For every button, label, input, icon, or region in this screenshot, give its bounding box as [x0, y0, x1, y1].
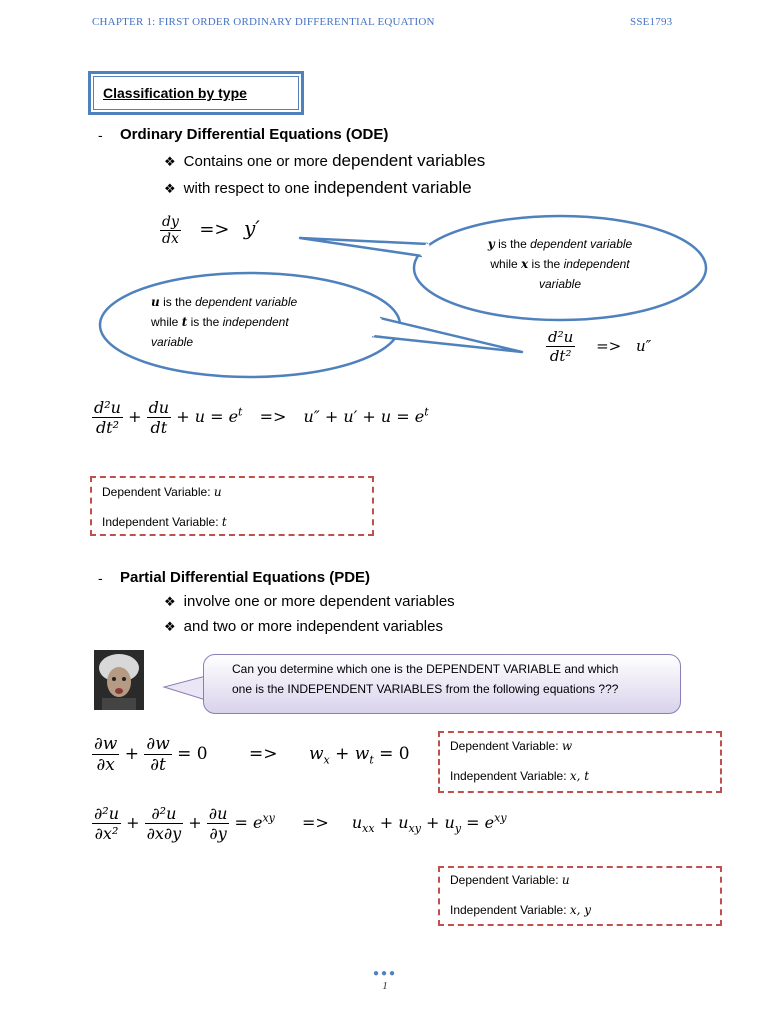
pde-dash: -	[98, 570, 103, 586]
bubble-left-text: u is the dependent variable while t is the independent variable	[151, 295, 298, 349]
pde-variables-box-2: Dependent Variable: u Independent Variable: x, y	[438, 866, 722, 926]
pde-equation-2: $\frac{\text{∂²u}}{\text{∂x²}}$ + $\frac{\text{∂²u}}{\partial x\partial y}$ + $\frac{\partial u}{\partial y}$ = $e^{xy} => u_{xx} + u_{xy} + u_y = e^{xy}$	[94, 804, 507, 843]
section-title: Classification by type	[103, 85, 247, 101]
pde-heading: Partial Differential Equations (PDE)	[120, 569, 371, 586]
footer-dots-icon: ●●●	[372, 968, 398, 979]
ode-bullet-1: ❖ Contains one or more dependent variables	[164, 151, 486, 170]
ode-bullet-2: ❖ with respect to one independent variable	[164, 178, 472, 197]
ode-variables-box: Dependent Variable: u Independent Variable: t	[90, 476, 374, 536]
portrait-icon	[94, 650, 144, 710]
page-number: 1	[382, 980, 388, 992]
pde-bullet-2: ❖ and two or more independent variables	[164, 618, 443, 635]
ode-example-2: $\frac{\text{d²u}}{\text{dt²}}$ => u″	[548, 328, 652, 365]
ode-example-1: $\frac{dy}{dx}$ => y′	[162, 214, 260, 247]
diamond-bullet-icon: ❖	[164, 154, 176, 169]
diamond-bullet-icon: ❖	[164, 594, 176, 609]
diamond-bullet-icon: ❖	[164, 181, 176, 196]
question-callout: Can you determine which one is the DEPENDENT VARIABLE and which one is the INDEPENDENT VARIABLES from the following equations ???	[203, 654, 681, 714]
chapter-header: CHAPTER 1: FIRST ORDER ORDINARY DIFFERENTIAL EQUATION	[92, 16, 435, 28]
bubble-right-text: y is the dependent variable while x is the independent variable	[487, 237, 633, 291]
ode-dash: -	[98, 127, 103, 143]
portrait-photo	[94, 650, 144, 710]
ode-heading: Ordinary Differential Equations (ODE)	[120, 126, 389, 143]
pde-variables-box-1: Dependent Variable: w Independent Variable: x, t	[438, 731, 722, 793]
pde-bullet-1: ❖ involve one or more dependent variables	[164, 593, 455, 610]
course-code: SSE1793	[630, 16, 673, 28]
diamond-bullet-icon: ❖	[164, 619, 176, 634]
ode-example-3: $\frac{\text{d²u}}{\text{dt²}}$ + $\frac{du}{dt}$ + $u = e^t => u'' + u' + u = e^t$	[94, 398, 429, 437]
pde-equation-1: $\frac{\partial w}{\partial x}$ + $\frac{\partial w}{\partial t}$ = $0 => w_x + w_t = 0$	[94, 734, 410, 775]
